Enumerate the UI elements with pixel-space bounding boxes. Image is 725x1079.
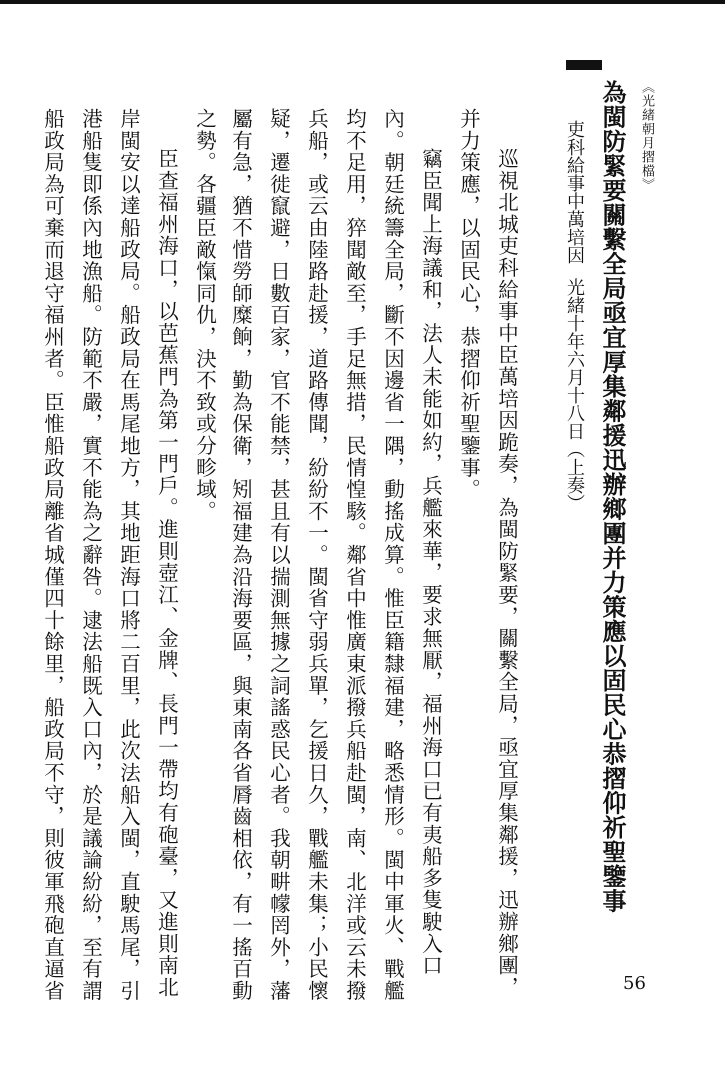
body-column-4: 內。朝廷統籌全局，斷不因邊省一隅，動搖成算。惟臣籍隸福建，略悉情形。閩中軍火、戰艦 bbox=[380, 108, 405, 1002]
document-title: 為閩防緊要關繫全局亟宜厚集鄰援迅辦鄉團并力策應以固民心恭摺仰祈聖鑒事 bbox=[598, 80, 626, 913]
body-column-5: 均不足用，猝聞敵至，手足無措，民情惶駭。鄰省中惟廣東派撥兵船赴閩，南、北洋或云未撥 bbox=[342, 108, 367, 1002]
body-column-8: 屬有急，猶不惜勞師糜餉，勤為保衛，矧福建為沿海要區，與東南各省脣齒相依，有一搖百動 bbox=[228, 108, 253, 1002]
body-column-7: 疑，遷徙竄避，日數百家，官不能禁，甚且有以揣測無據之詞謠惑民心者。我朝畊幪罔外，藩 bbox=[266, 108, 291, 1002]
body-column-12: 港船隻即係內地漁船。防範不嚴，實不能為之辭咎。逮法船既入口內，於是議論紛紛，至有謂 bbox=[78, 108, 103, 1002]
source-tag: 《光緒朝月摺檔》 bbox=[639, 80, 654, 192]
header-black-bar bbox=[566, 60, 602, 70]
body-column-9: 之勢。各疆臣敵愾同仇，決不致或分畛域。 bbox=[192, 108, 217, 523]
body-column-11: 岸閩安以達船政局。船政局在馬尾地方，其地距海口將二百里，此次法船入閩，直駛馬尾，引 bbox=[116, 108, 141, 1002]
author-line bbox=[565, 120, 583, 512]
body-column-10: 臣查福州海口，以芭蕉門為第一門戶。進則壺江、金牌、長門一帶均有砲臺，又進則南北 bbox=[154, 148, 179, 999]
author-name: 吏科給事中萬培因 bbox=[564, 120, 585, 264]
body-column-3: 竊臣聞上海議和，法人未能如約，兵艦來華，要求無厭，福州海口已有夷船多隻駛入口 bbox=[418, 148, 443, 977]
body-column-13: 船政局為可棄而退守福州者。臣惟船政局離省城僅四十餘里，船政局不守，則彼軍飛砲直逼省 bbox=[40, 108, 65, 1002]
body-column-2: 并力策應，以固民心，恭摺仰祈聖鑒事。 bbox=[456, 108, 481, 501]
body-column-1: 巡視北城吏科給事中臣萬培因跪奏，為閩防緊要，關繫全局，亟宜厚集鄰援，迅辦鄉團， bbox=[494, 148, 519, 999]
top-border-rule bbox=[0, 0, 725, 4]
page-number: 56 bbox=[623, 973, 646, 994]
body-column-6: 兵船，或云由陸路赴援，道路傳聞，紛紛不一。閩省守弱兵單，乞援日久，戰艦未集；小民懷 bbox=[304, 108, 329, 1002]
submission-date: 光緒十年六月十八日（上奏） bbox=[564, 278, 585, 512]
